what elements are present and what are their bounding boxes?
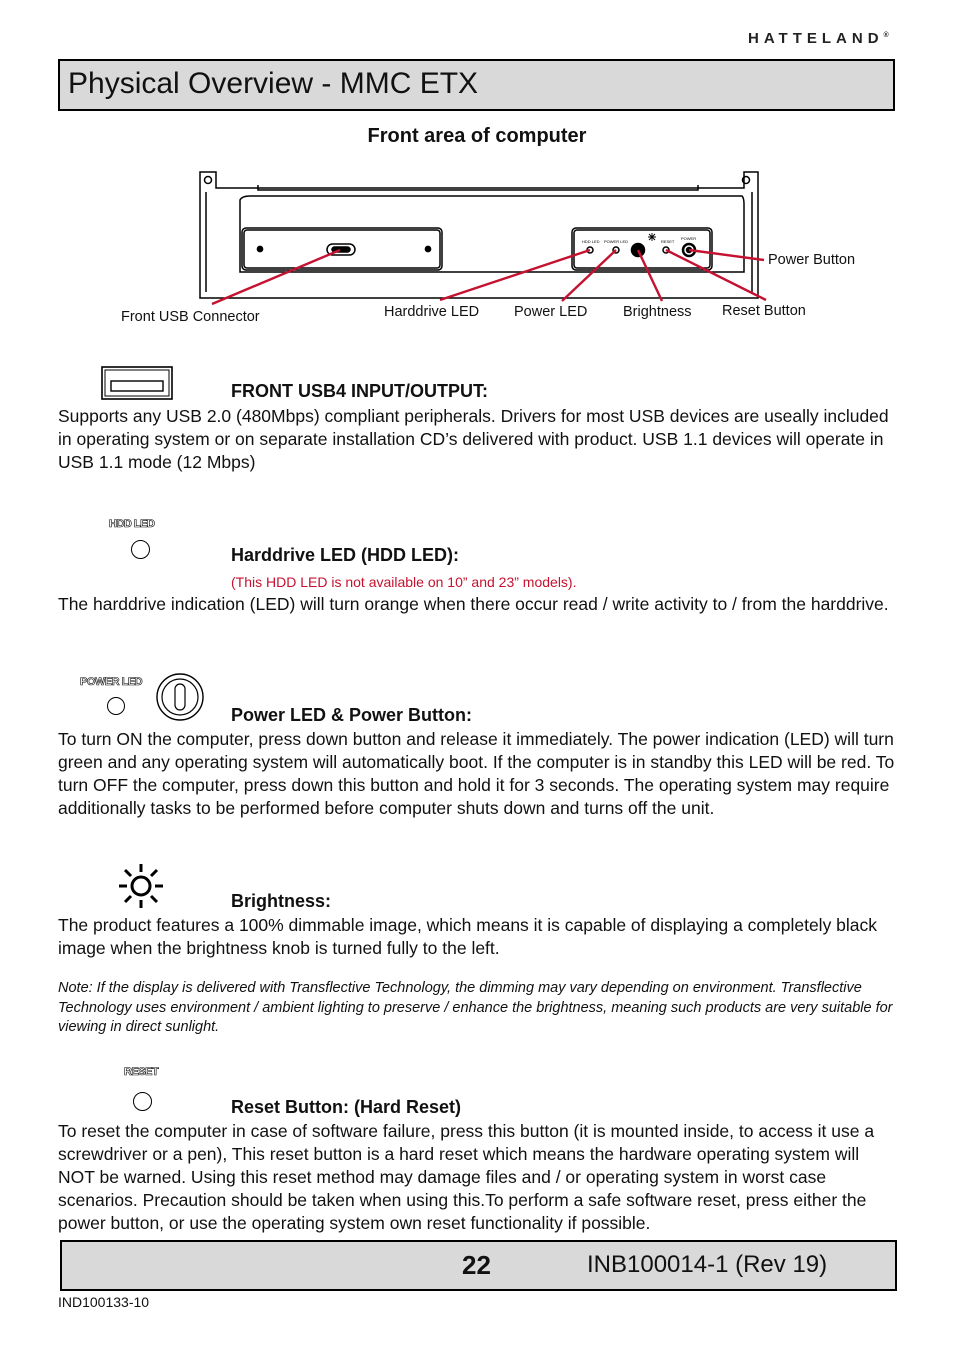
hdd-body: The harddrive indication (LED) will turn orange when there occur read / write activity to / from the harddrive. — [58, 594, 889, 614]
brightness-heading: Brightness: — [231, 891, 332, 911]
label-reset: Reset Button — [722, 303, 806, 319]
page-number: 22 — [462, 1250, 491, 1280]
svg-text:RESET: RESET — [661, 239, 675, 244]
page-title: Physical Overview - MMC ETX — [68, 67, 479, 100]
callout-front-usb — [212, 250, 340, 304]
svg-text:POWER: POWER — [681, 236, 697, 241]
power-body: To turn ON the computer, press down button and release it immediately. The power indication (LED) will turn green and any operating system will automatically boot. If the computer is in standby this LED will be red. To turn OFF the computer, press down this button and hold it for 3 seconds. The operating system may require additionally tasks to be performed before computer shuts down and turns off the unit. — [58, 729, 895, 818]
reset-heading: Reset Button: (Hard Reset) — [231, 1097, 462, 1117]
power-heading: Power LED & Power Button: — [231, 705, 473, 725]
usb-body: Supports any USB 2.0 (480Mbps) compliant peripherals. Drivers for most USB devices are useally included in operating system or on separate installation CD’s delivered with product. USB 1.1 devices will operate in USB 1.1 mode (12 Mbps) — [58, 406, 889, 472]
usb-heading: FRONT USB4 INPUT/OUTPUT: — [231, 381, 489, 401]
usb-port-icon — [101, 365, 175, 401]
label-brightness: Brightness — [623, 304, 692, 320]
document-number: INB100014-1 (Rev 19) — [587, 1251, 828, 1278]
svg-text:POWER LED: POWER LED — [604, 239, 629, 244]
reset-icon-label: RESET — [124, 1066, 159, 1078]
power-led-icon — [107, 697, 125, 715]
callout-hdd-led — [440, 250, 590, 300]
hdd-availability-note: (This HDD LED is not available on 10” and 23” models). — [231, 574, 577, 590]
label-hdd-led: Harddrive LED — [384, 304, 480, 320]
brightness-body: The product features a 100% dimmable image, which means it is capable of displaying a completely black image when the brightness knob is turned fully to the left. — [58, 915, 878, 958]
power-button-icon — [155, 672, 207, 724]
brand-logo: HATTELAND® — [748, 30, 889, 47]
svg-text:HDD LED: HDD LED — [582, 239, 600, 244]
hdd-led-icon — [131, 540, 150, 559]
mount-hole-left — [205, 177, 212, 184]
diagram-title: Front area of computer — [367, 125, 587, 147]
label-power-led: Power LED — [514, 304, 588, 320]
brightness-icon — [116, 862, 168, 910]
reset-icon — [133, 1092, 152, 1111]
reset-body: To reset the computer in case of software failure, press this button (it is mounted inside, to access it use a screwdriver or a pen), This reset button is a hard reset which means the hardware operating system will NOT be warned. Using this reset method may damage files and / or operating system in worst case scenarios. Precaution should be taken when using this.To perform a safe software reset, press either the power button, or use the operating system own reset functionality if possible. — [58, 1121, 875, 1233]
label-power-button: Power Button — [768, 252, 856, 268]
power-led-icon-label: POWER LED — [80, 676, 143, 688]
document-code: IND100133-10 — [58, 1294, 150, 1310]
hdd-heading: Harddrive LED (HDD LED): — [231, 545, 460, 565]
title-bar — [58, 59, 895, 111]
label-front-usb: Front USB Connector — [121, 309, 260, 325]
hdd-led-icon-label: HDD LED — [109, 518, 155, 530]
chassis-outline — [200, 172, 758, 298]
brightness-note: Note: If the display is delivered with Transflective Technology, the dimming may vary depending on environment. Transflective Technology uses environment / ambient lighting to preserve / enhance the brightness, meaning such products are very suitable for viewing in direct sunlight. — [58, 980, 893, 1035]
callout-brightness — [638, 250, 662, 301]
